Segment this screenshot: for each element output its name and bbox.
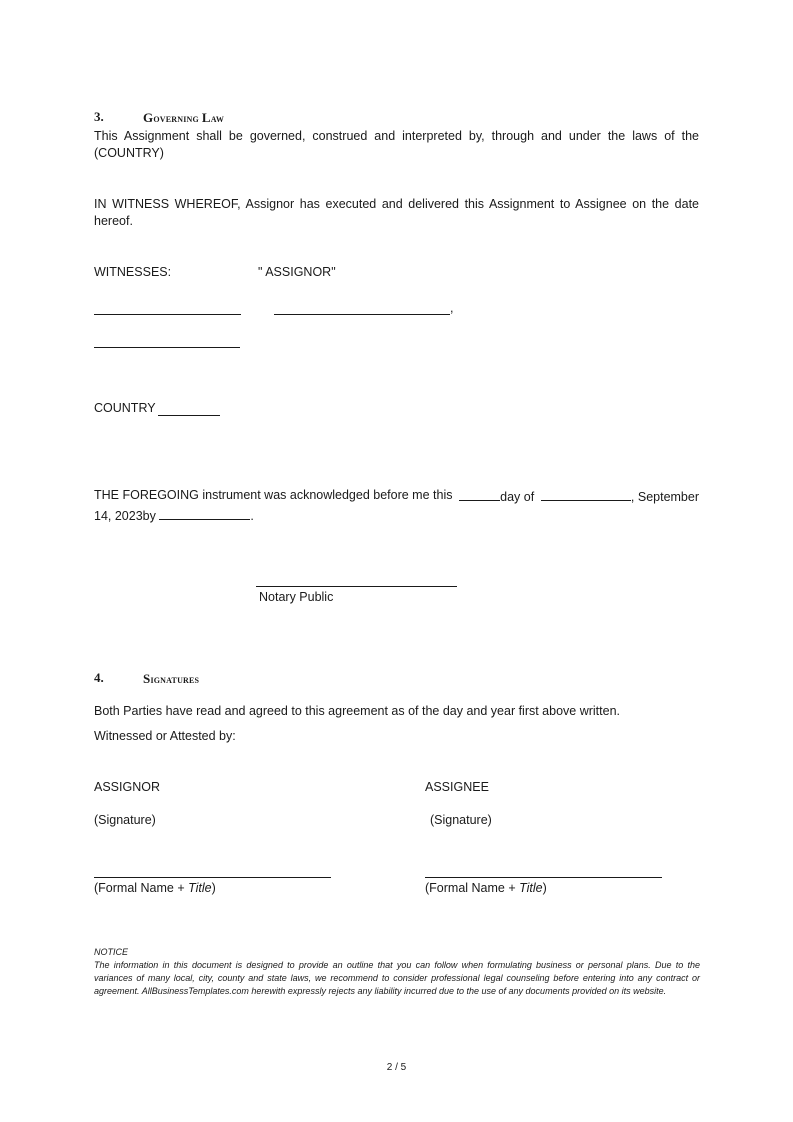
assignee-signature-label: (Signature) [430, 813, 492, 827]
notice-block [94, 946, 700, 998]
country-label: COUNTRY [94, 401, 156, 415]
acknowledgement-line-1: THE FOREGOING instrument was acknowledged before me this day of , September [94, 488, 699, 504]
section-4-title: Signatures [143, 671, 200, 686]
section-3-body-line-2: (COUNTRY) [94, 146, 164, 160]
assignor-signature-label: (Signature) [94, 813, 156, 827]
witness-clause-line-2: hereof. [94, 214, 133, 228]
witness-1-signature-line[interactable] [94, 314, 241, 315]
notice-body: The information in this document is designed to provide an outline that you can follow when formulating business or personal plans. Due to the variances of many local, city, county and state laws, we recommend to consider professional legal counseling before entering into any contract or agreement. AllBusinessTemplates.com herewith expressly rejects any liability incurred due to the use of any documents provided on its website. [94, 960, 700, 996]
page-number: 2 / 5 [386, 1062, 407, 1073]
section-4-body-line-2: Witnessed or Attested by: [94, 729, 236, 743]
section-3-body-line-1: This Assignment shall be governed, construed and interpreted by, through and under the laws of the [94, 129, 699, 143]
assignee-label: ASSIGNEE [425, 780, 489, 794]
section-3-heading [94, 109, 104, 125]
notice-heading: NOTICE [94, 947, 129, 957]
witness-2-signature-line[interactable] [94, 347, 240, 348]
witness-clause-line-1: IN WITNESS WHEREOF, Assignor has executed and delivered this Assignment to Assignee on the date [94, 197, 699, 211]
section-3-number: 3. [94, 109, 104, 124]
assignor-name-line[interactable] [94, 877, 331, 878]
assignor-quote-label: " ASSIGNOR" [258, 265, 336, 279]
section-3-title: Governing Law [143, 110, 225, 125]
assignor-formal-name-label: (Formal Name + Title) [94, 881, 216, 895]
ack-by-blank[interactable] [159, 506, 250, 520]
assignor-signature-line[interactable] [274, 314, 450, 315]
section-4-heading [94, 670, 104, 686]
acknowledgement [94, 487, 699, 525]
assignee-formal-name-label: (Formal Name + Title) [425, 881, 547, 895]
ack-day-blank[interactable] [459, 487, 500, 501]
assignor-label: ASSIGNOR [94, 780, 160, 794]
acknowledgement-line-2: 14, 2023by . [94, 506, 699, 525]
section-4-body-line-1: Both Parties have read and agreed to this agreement as of the day and year first above written. [94, 704, 621, 718]
witnesses-label: WITNESSES: [94, 265, 172, 279]
ack-month-blank[interactable] [541, 487, 631, 501]
assignee-name-line[interactable] [425, 877, 662, 878]
assignor-line-comma: , [450, 301, 454, 315]
country-blank-line[interactable] [158, 415, 220, 416]
witness-clause [94, 196, 699, 230]
section-4-number: 4. [94, 670, 104, 685]
notary-public-label: Notary Public [259, 590, 334, 604]
notary-signature-line[interactable] [256, 586, 457, 587]
section-3-body [94, 128, 699, 162]
